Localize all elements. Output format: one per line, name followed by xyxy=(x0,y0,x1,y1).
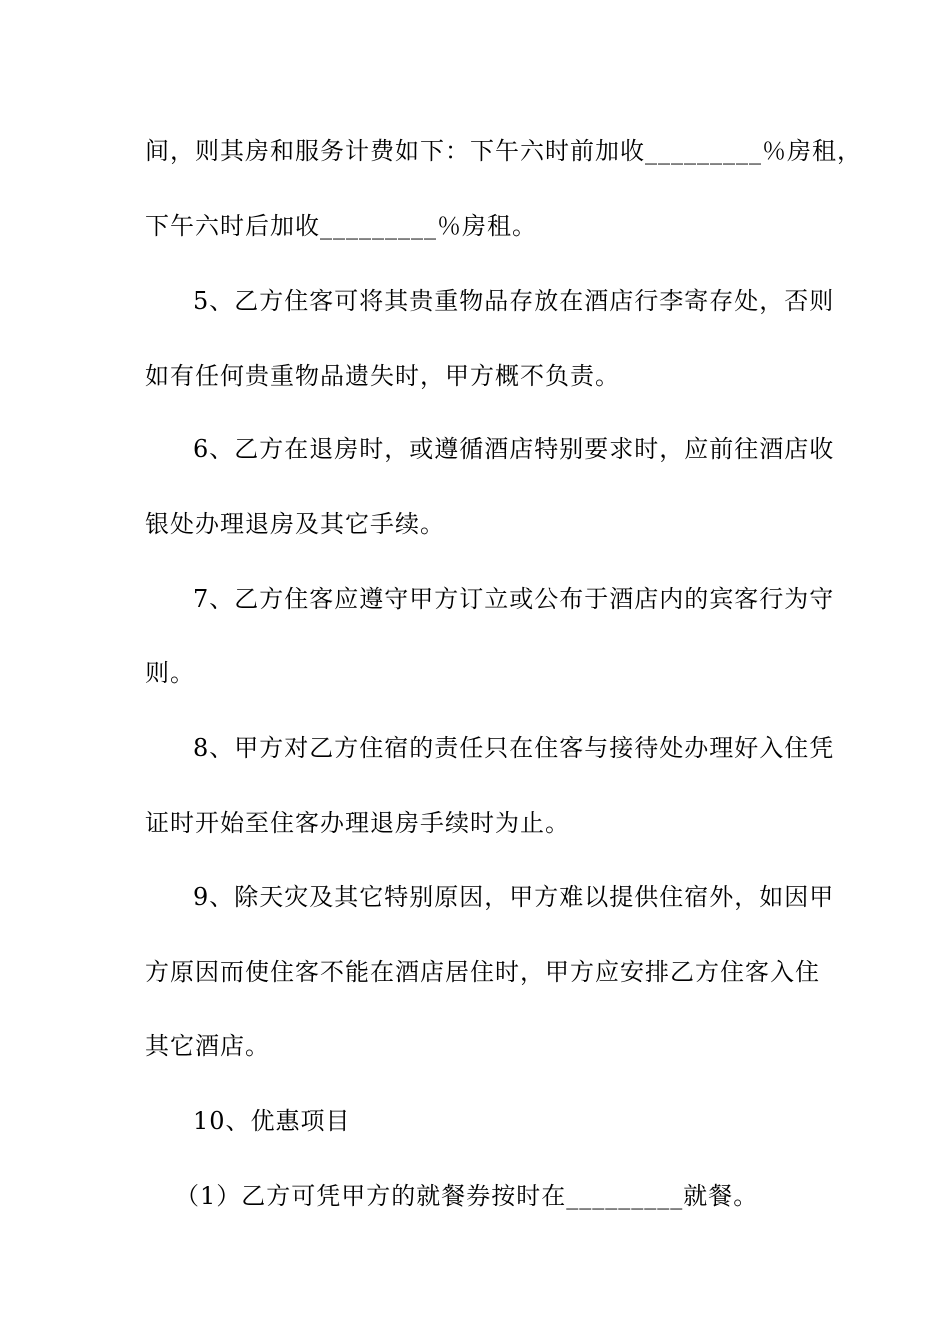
clause-6-line-1: 6、乙方在退房时，或遵循酒店特别要求时，应前往酒店收 xyxy=(193,435,835,463)
clause-8-line-1: 8、甲方对乙方住宿的责任只在住客与接待处办理好入住凭 xyxy=(193,734,835,762)
clause-5-line-1: 5、乙方住客可将其贵重物品存放在酒店行李寄存处，否则 xyxy=(193,287,835,315)
text-line-1 xyxy=(145,136,862,166)
clause-6-line-2: 银处办理退房及其它手续。 xyxy=(145,510,445,538)
line-text: 就餐。 xyxy=(683,1182,759,1210)
clause-9-line-1: 9、除天灾及其它特别原因，甲方难以提供住宿外，如因甲 xyxy=(193,883,835,911)
clause-5-line-2: 如有任何贵重物品遗失时，甲方概不负责。 xyxy=(145,362,620,390)
line-text: ％房租， xyxy=(762,137,862,165)
fill-blank: _________ xyxy=(320,212,437,240)
line-text: 下午六时后加收 xyxy=(145,212,320,240)
clause-9-line-2: 方原因而使住客不能在酒店居住时，甲方应安排乙方住客入住 xyxy=(145,958,820,986)
line-text: ％房租。 xyxy=(437,212,537,240)
clause-9-line-3: 其它酒店。 xyxy=(145,1032,270,1060)
fill-blank: _________ xyxy=(645,137,762,165)
clause-10-item-1 xyxy=(175,1181,758,1211)
clause-7-line-1: 7、乙方住客应遵守甲方订立或公布于酒店内的宾客行为守 xyxy=(193,585,835,613)
line-text: （1）乙方可凭甲方的就餐券按时在 xyxy=(175,1182,567,1210)
clause-10-heading: 10、优惠项目 xyxy=(193,1107,351,1135)
fill-blank: _________ xyxy=(566,1182,684,1210)
clause-8-line-2: 证时开始至住客办理退房手续时为止。 xyxy=(145,809,570,837)
clause-7-line-2: 则。 xyxy=(145,659,195,687)
text-line-2 xyxy=(145,211,537,241)
line-text: 间，则其房和服务计费如下：下午六时前加收 xyxy=(145,137,645,165)
